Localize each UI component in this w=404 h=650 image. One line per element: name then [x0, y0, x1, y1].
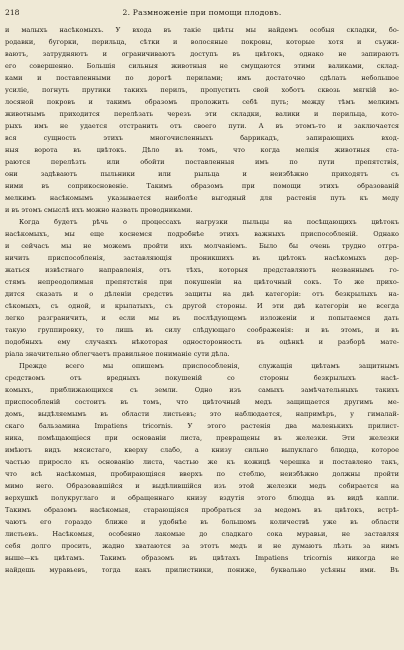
text-line: стямъ непреодолимыя препятствія при покушеніи на цвѣточный сокъ. То же прихо- — [5, 278, 399, 286]
text-line: и малыхъ насѣкомыхъ. У входа въ такіе цвѣты мы найдемъ особыя складки, бо- — [5, 26, 399, 34]
page-header — [5, 8, 399, 22]
text-line: животнымъ приходится перелѣзать черезъ эти складки, валики и перильца, кото- — [5, 110, 399, 118]
text-line: подобныхъ ему случаяхъ нѣкоторая односторонность въ оцѣнкѣ и разборѣ мате- — [5, 338, 399, 346]
text-line: дится сказать и о дѣленіи средствъ защиты на двѣ категоріи: отъ безкрылыхъ на- — [5, 290, 399, 298]
text-line: найдешь муравьевъ, тогда какъ прилистники, пониже, буквально усѣяны ими. Въ — [5, 566, 399, 574]
text-line: средствомъ отъ вредныхъ покушеній со стороны безкрылыхъ насѣ- — [5, 374, 399, 382]
text-line: сѣкомыхъ, съ одной, и крылатыхъ, съ другой стороны. И эти двѣ категоріи не всегда — [5, 302, 399, 310]
text-line: ками и поставленными по дорогѣ перилами; имъ достаточно сдѣлать небольшое — [5, 74, 399, 82]
text-line: Когда будетъ рѣчь о процессахъ нагрузки пыльцы на посѣщающихъ цвѣтокъ — [19, 218, 399, 226]
text-line: насѣкомыхъ, мы еще коснемся подробнѣе этихъ важныхъ приспособленій. Однако — [5, 230, 399, 238]
text-line: чаютъ его гораздо ближе и удобнѣе въ большомъ количествѣ уже въ области — [5, 518, 399, 526]
text-line: жаться извѣстнаго направленія, отъ тѣхъ, которыя представляютъ незваннымъ го- — [5, 266, 399, 274]
text-line: и сейчасъ мы не можемъ пройти ихъ молчаніемъ. Было бы очень трудно отгра- — [5, 242, 399, 250]
text-line: приспособленій состоитъ въ томъ, что цвѣточный медъ защищается другимъ ме- — [5, 398, 399, 406]
text-line: такую группировку, то лишь въ силу слѣдующаго соображенія: и въ этомъ, и въ — [5, 326, 399, 334]
text-line: его совершенно. Большія сильныя животныя не смущаются этими валиками, склад- — [5, 62, 399, 70]
text-line: комыхъ, приближающихся съ земли. Одно изъ самыхъ замѣчательныхъ такихъ — [5, 386, 399, 394]
text-line: вся сущность этихъ многочисленныхъ баррикадъ, запирающихъ вход- — [5, 134, 399, 142]
text-line: усиліе, погнуть прутики такихъ перилъ, пропустить свой хоботъ сквозь мягкій во- — [5, 86, 399, 94]
text-line: скаго бальзамина Impatiens tricornis. У этого растенія два маленькихъ прилист- — [5, 422, 399, 430]
text-line: ныя ворота въ цвѣтокъ. Дѣло въ томъ, что когда мелкія животныя ста- — [5, 146, 399, 154]
text-line: ника, помѣщающіеся при основаніи листа, превращены въ железки. Эти железки — [5, 434, 399, 442]
text-line: раются перелѣзть или обойти поставленныя имъ по пути препятствія, — [5, 158, 399, 166]
text-line: и въ этомъ смыслѣ ихъ можно назвать проводниками. — [5, 206, 193, 214]
body-text — [5, 24, 399, 576]
text-line: домъ, выдѣляемымъ въ области листьевъ; это наблюдается, напримѣръ, у гималай- — [5, 410, 399, 418]
text-line: Такимъ образомъ насѣкомыя, старающіяся пробраться за медомъ въ цвѣтокъ, встрѣ- — [5, 506, 399, 514]
text-line: ваютъ, затрудняютъ и ограничиваютъ доступъ въ цвѣтокъ, однако не запираютъ — [5, 50, 399, 58]
text-line: верхушкѣ полукруглаго и обращеннаго книзу вздутія этого блюдца въ видѣ капли. — [5, 494, 399, 502]
text-line: легко разграничить, и если мы въ послѣдующемъ изложеніи и попытаемся дать — [5, 314, 399, 322]
text-line: ничить приспособленія, заставляющія проникшихъ въ цвѣтокъ насѣкомыхъ дер- — [5, 254, 399, 262]
text-line: себя долго просить, жадно хватаются за этотъ медъ и не думаютъ лѣзть за нимъ — [5, 542, 399, 550]
text-line: Прежде всего мы опишемъ приспособленія, служащія цвѣтамъ защитнымъ — [19, 362, 399, 370]
text-line: ріала значительно облегчаетъ правильное пониманіе сути дѣла. — [5, 350, 230, 358]
text-line: родавки, бугорки, перильца, сѣтки и волосяные покровы, которые хотя и съужи- — [5, 38, 399, 46]
text-line: они задѣваютъ пыльники или рыльца и неизбѣжно приходятъ съ — [5, 170, 399, 178]
text-line: листьевъ. Насѣкомыя, особенно лакомые до сладкаго сока муравьи, не заставляя — [5, 530, 399, 538]
text-line: выше—къ цвѣтамъ. Такимъ образомъ въ цвѣтахъ Impatiens tricornis никогда не — [5, 554, 399, 562]
running-title: 2. Размноженіе при помощи плодовъ. — [122, 8, 282, 17]
text-line: рыхъ имъ не удается отстранить отъ своего пути. А въ этомъ-то и заключается — [5, 122, 399, 130]
text-line: мелкимъ насѣкомымъ указывается наиболѣе выгодный для растенія путь къ меду — [5, 194, 399, 202]
text-line: имѣютъ видъ мясистаго, кверху слабо, а книзу сильно выпуклаго блюдца, которое — [5, 446, 399, 454]
text-line: частью приросло къ основанію листа, частью же къ кожицѣ черешка и поставлено такъ, — [5, 458, 399, 466]
text-line: ними въ соприкосновеніе. Такимъ образомъ при помощи этихъ образованій — [5, 182, 399, 190]
page-number: 218 — [5, 8, 20, 17]
text-line: что всѣ насѣкомыя, пробирающіяся вверхъ по стеблю, неизбѣжно должны пройти — [5, 470, 399, 478]
text-line: мимо него. Образовавшійся и выдѣлившійся изъ этой железки медъ собирается на — [5, 482, 399, 490]
text-line: лосяной покровъ и такимъ образомъ проложить себѣ путь; между тѣмъ мелкимъ — [5, 98, 399, 106]
